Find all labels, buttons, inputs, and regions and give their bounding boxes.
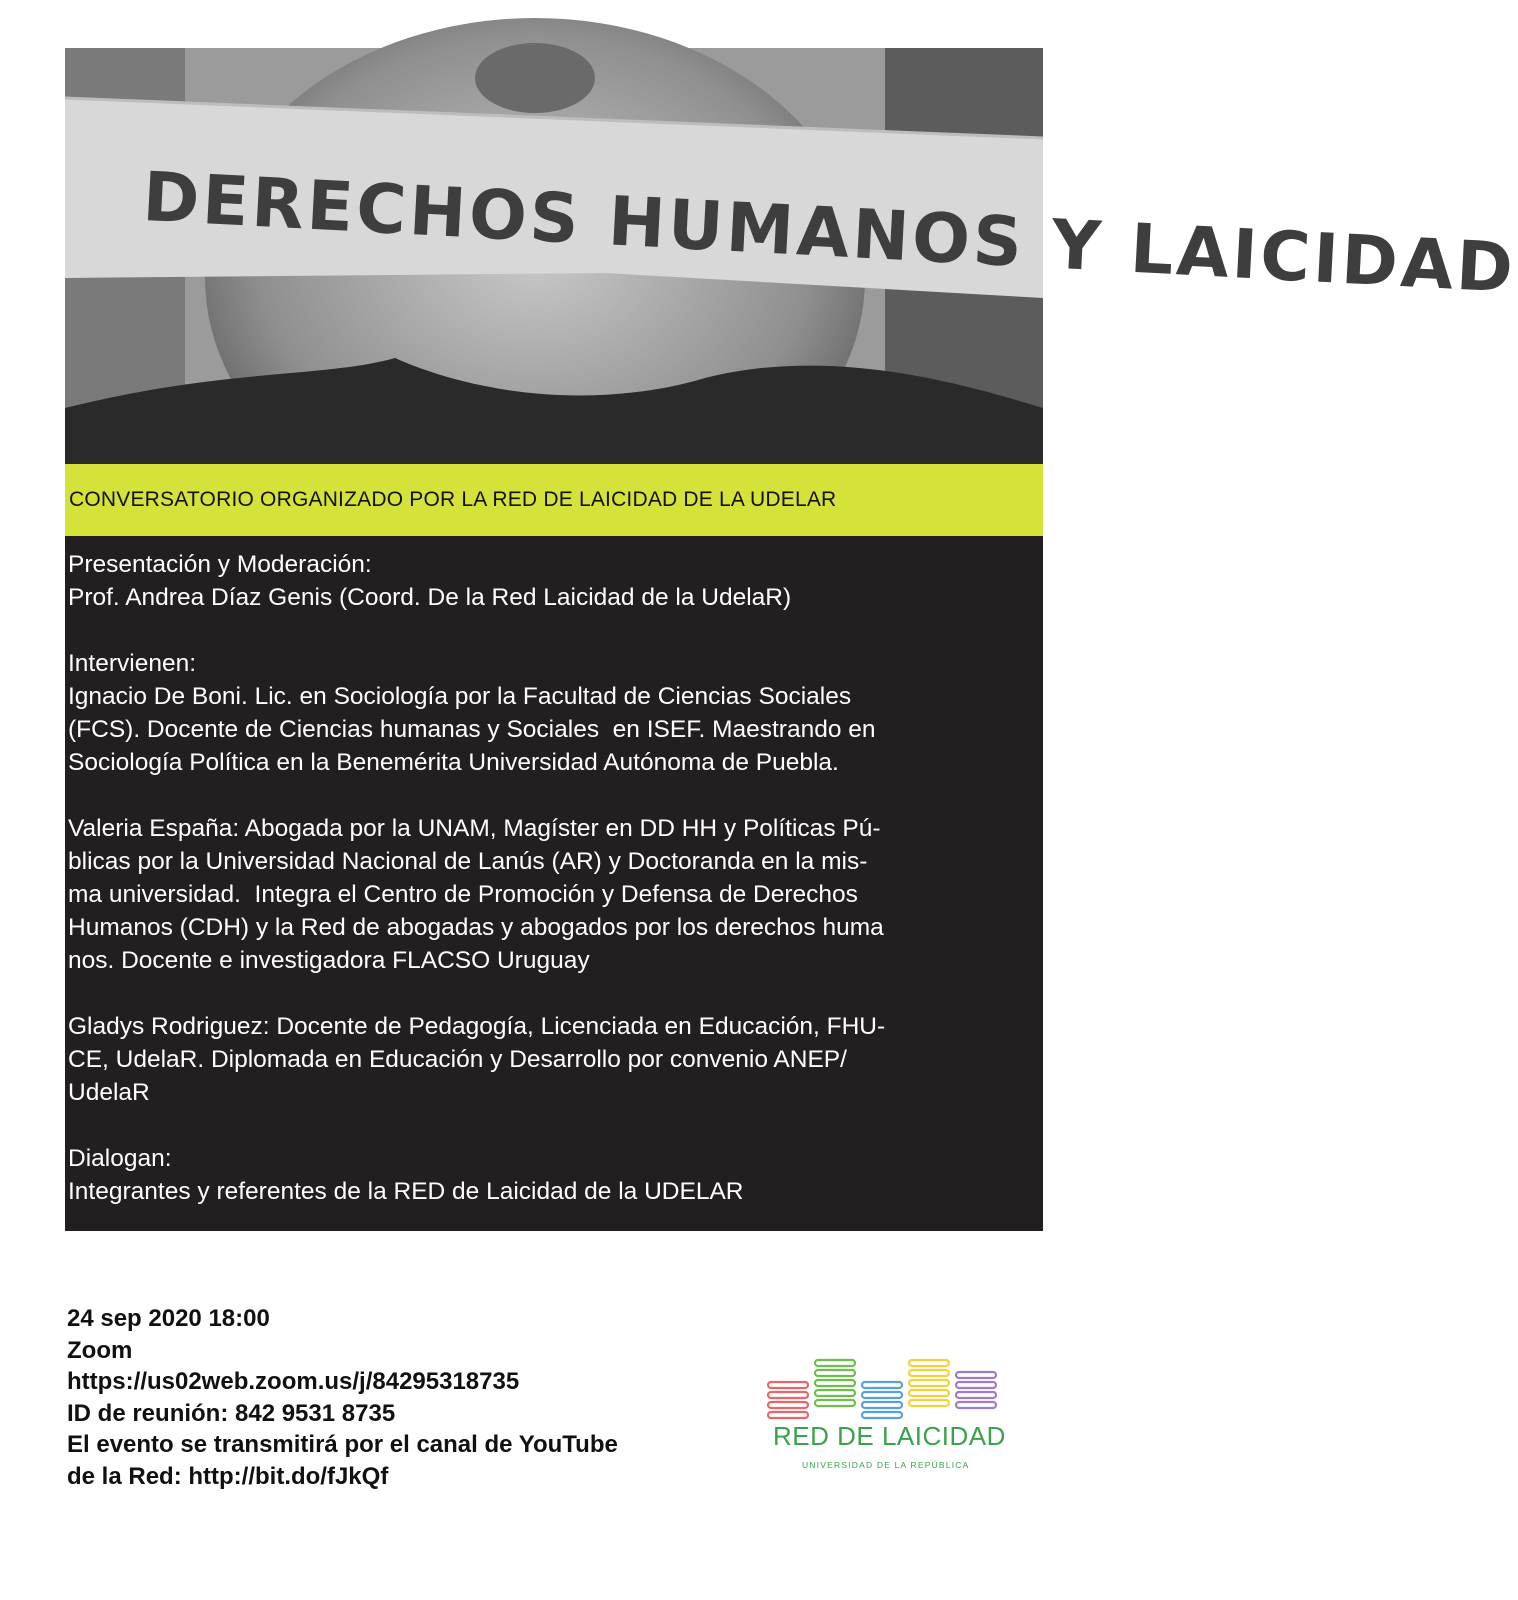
tape-text: DERECHOS HUMANOS Y LAICIDAD	[140, 158, 1518, 309]
event-datetime: 24 sep 2020 18:00	[67, 1305, 270, 1332]
speakers-section	[68, 647, 1043, 779]
logo-bar	[862, 1402, 902, 1408]
header-photo	[65, 48, 1518, 464]
zoom-link[interactable]: https://us02web.zoom.us/j/84295318735	[67, 1368, 520, 1395]
logo-bar	[862, 1412, 902, 1418]
logo-bar	[768, 1382, 808, 1388]
logo-name: RED DE LAICIDAD	[773, 1421, 1006, 1451]
logo-bar	[909, 1360, 949, 1366]
event-details	[67, 1303, 618, 1492]
logo-bar	[815, 1360, 855, 1366]
meeting-id: ID de reunión: 842 9531 8735	[67, 1399, 396, 1427]
logo-bar	[815, 1400, 855, 1406]
logo-bar	[909, 1400, 949, 1406]
logo-bar	[768, 1402, 808, 1408]
logo-bar	[815, 1370, 855, 1376]
speaker-3: Gladys Rodriguez: Docente de Pedagogía, Licenciada en Educación, FHU- CE, UdelaR. Diplomada en Educación y Desarrollo por convenio ANEP/ UdelaR	[68, 1013, 886, 1106]
logo-bar	[909, 1370, 949, 1376]
speakers-panel	[65, 536, 1043, 1231]
logo-bar	[956, 1402, 996, 1408]
logo-subtitle: UNIVERSIDAD DE LA REPÚBLICA	[802, 1460, 970, 1470]
title-banner	[65, 464, 1043, 536]
logo-bar	[815, 1390, 855, 1396]
banner-title: CONVERSATORIO ORGANIZADO POR LA RED DE LAICIDAD DE LA UDELAR	[69, 488, 837, 511]
moderation-heading: Presentación y Moderación:	[68, 551, 372, 578]
youtube-line-1: El evento se transmitirá por el canal de YouTube	[67, 1431, 618, 1458]
logo-bar	[956, 1392, 996, 1398]
moderation-section	[68, 548, 1043, 614]
speaker-1: Ignacio De Boni. Lic. en Sociología por la Facultad de Ciencias Sociales (FCS). Docente de Ciencias humanas y Sociales en ISEF. Maestrando en Sociología Política en la Benemérita Universidad Autónoma de Puebla.	[68, 683, 876, 776]
moderation-text: Prof. Andrea Díaz Genis (Coord. De la Red Laicidad de la UdelaR)	[68, 584, 792, 611]
logo-bar	[768, 1392, 808, 1398]
youtube-link[interactable]: de la Red: http://bit.do/fJkQf	[67, 1462, 389, 1490]
logo-bar	[862, 1392, 902, 1398]
red-laicidad-logo-icon	[765, 1360, 1005, 1475]
logo-bar	[909, 1390, 949, 1396]
speaker-2: Valeria España: Abogada por la UNAM, Magíster en DD HH y Políticas Pú- blicas por la Universidad Nacional de Lanús (AR) y Doctoranda en la mis- ma universidad. Integra el Centro de Promoción y Defensa de Derechos Humanos (CDH) y la Red de abogadas y abogados por los derechos huma nos. Docente e investigadora FLACSO Uruguay	[68, 815, 884, 974]
dialog-section	[68, 1142, 1043, 1208]
event-platform: Zoom	[67, 1336, 133, 1364]
logo-bar	[768, 1412, 808, 1418]
logo-bar	[956, 1372, 996, 1378]
dialog-heading: Dialogan:	[68, 1145, 172, 1172]
logo-bar	[815, 1380, 855, 1386]
logo-bar	[862, 1382, 902, 1388]
logo-bar	[909, 1380, 949, 1386]
speakers-heading: Intervienen:	[68, 650, 197, 677]
dialog-text: Integrantes y referentes de la RED de Laicidad de la UDELAR	[68, 1178, 744, 1205]
logo-bar	[956, 1382, 996, 1388]
